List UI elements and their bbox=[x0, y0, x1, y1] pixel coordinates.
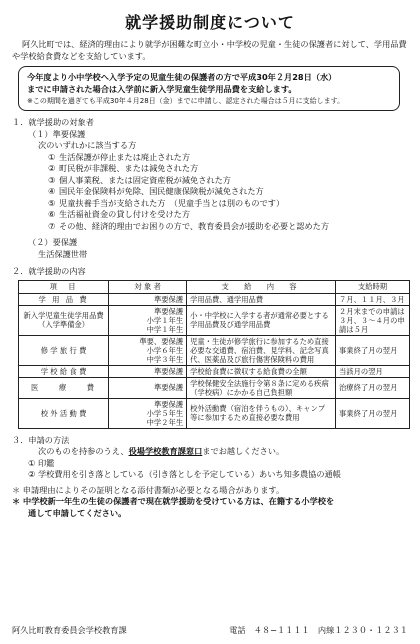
criteria-item bbox=[48, 186, 408, 198]
table-cell-content: 学用品費、通学用品費 bbox=[187, 293, 336, 305]
table-cell-content: 校外活動費（宿泊を伴うもの）、キャンプ等に参加するため直接必要な費用 bbox=[187, 398, 336, 428]
table-cell-time: ７月、１１月、３月 bbox=[336, 293, 410, 305]
subsection-2-title: （２）要保護 bbox=[28, 237, 78, 247]
table-cell-content: 学校保健安全法施行令第８条に定める疾病（学校病）にかかる自己負担額 bbox=[187, 377, 336, 398]
criteria-mark: ① bbox=[48, 151, 56, 162]
note-1: ＊ 申請理由によりその証明となる添付書類が必要となる場合があります。 bbox=[12, 484, 285, 495]
criteria-text: 個人事業税、または固定資産税が減免された方 bbox=[59, 174, 231, 185]
criteria-text: 生活保護が停止または廃止された方 bbox=[59, 151, 191, 162]
subsection-1-title: （１）準要保護 bbox=[28, 128, 86, 139]
header-time: 支給時期 bbox=[336, 280, 410, 293]
criteria-text: その他、経済的理由でお困りの方で、教育委員会が援助を必要と認めた方 bbox=[59, 220, 330, 231]
intro-text: 阿久比町では、経済的理由により就学が困難な町立小・中学校の児童・生徒の保護者に対して、学用品費や学校給食費などを支給しています。 bbox=[12, 39, 407, 61]
footer bbox=[12, 625, 408, 636]
table-row bbox=[19, 335, 410, 365]
header-item: 項 目 bbox=[19, 280, 109, 293]
table-row bbox=[19, 398, 410, 428]
criteria-text: 生活福祉資金の貸し付けを受けた方 bbox=[59, 209, 191, 219]
subsection-2-body: 生活保護世帯 bbox=[38, 248, 88, 259]
table-cell-content: 学校給食費に徴収する給食費の全額 bbox=[187, 365, 336, 377]
criteria-list bbox=[12, 152, 408, 233]
table-cell-item: 学 用 品 費 bbox=[19, 293, 109, 305]
section-1-title: １．就学援助の対象者 bbox=[12, 117, 94, 127]
criteria-item bbox=[48, 209, 408, 221]
table-cell-time: 事業終了月の翌月 bbox=[336, 335, 410, 365]
criteria-item bbox=[48, 152, 408, 164]
requirement-2: ② 学校費用を引き落としている（引き落としを予定している）あいち知多農協の通帳 bbox=[28, 469, 341, 479]
table-row bbox=[19, 365, 410, 377]
criteria-mark: ⑦ bbox=[48, 220, 56, 231]
criteria-item bbox=[48, 175, 408, 187]
table-cell-target: 準要保護 bbox=[109, 365, 187, 377]
table-cell-item: 医 療 費 bbox=[19, 377, 109, 398]
criteria-text: 児童扶養手当が支給された方 （児童手当とは別のものです） bbox=[59, 197, 285, 208]
notice-line-2: までに申請された場合は入学前に新入学児童生徒学用品費を支給します。 bbox=[27, 84, 297, 94]
criteria-mark: ⑤ bbox=[48, 197, 56, 208]
table-cell-time: 治療終了月の翌月 bbox=[336, 377, 410, 398]
criteria-item bbox=[48, 221, 408, 233]
criteria-item bbox=[48, 198, 408, 210]
criteria-text: 町民税が非課税、または減免された方 bbox=[59, 163, 199, 173]
criteria-mark: ⑥ bbox=[48, 209, 56, 219]
table-row bbox=[19, 377, 410, 398]
note-2-cont: 通して申請してください。 bbox=[28, 507, 127, 518]
table-cell-target: 準要保護 小学５年生 中学２年生 bbox=[109, 398, 187, 428]
table-cell-target: 準要保護 小学１年生 中学１年生 bbox=[109, 305, 187, 335]
notice-note: ※この期間を過ぎても平成30年４月28日（金）までに申請し、認定された場合は５月に支給します。 bbox=[27, 97, 345, 105]
table-cell-item: 修 学 旅 行 費 bbox=[19, 335, 109, 365]
section-3-lead: 次のものを持参のうえ、役場学校教育課窓口までお越しください。 bbox=[38, 446, 285, 456]
table-cell-target: 準要、要保護 小学６年生 中学３年生 bbox=[109, 335, 187, 365]
aid-table bbox=[18, 280, 410, 429]
table-row bbox=[19, 305, 410, 335]
criteria-mark: ④ bbox=[48, 186, 56, 196]
section-2-title: ２．就学援助の内容 bbox=[12, 266, 86, 276]
table-cell-time: 事業終了月の翌月 bbox=[336, 398, 410, 428]
criteria-item bbox=[48, 163, 408, 175]
criteria-mark: ② bbox=[48, 163, 56, 173]
section-3-title: ３．申請の方法 bbox=[12, 434, 70, 445]
header-target: 対 象 者 bbox=[109, 280, 187, 293]
criteria-mark: ③ bbox=[48, 174, 56, 185]
table-cell-item: 校 外 活 動 費 bbox=[19, 398, 109, 428]
header-content: 支 給 内 容 bbox=[187, 280, 336, 293]
subsection-1-lead: 次のいずれかに該当する方 bbox=[38, 140, 137, 150]
footer-phone: 電話 ４８−１１１１ 内線１２３０・１２３１ bbox=[229, 625, 408, 635]
table-cell-target: 準要保護 bbox=[109, 377, 187, 398]
table-cell-item: 新入学児童生徒学用品費（入学準備金） bbox=[19, 305, 109, 335]
footer-office: 阿久比町教育委員会学校教育課 bbox=[12, 625, 127, 635]
criteria-text: 国民年金保険料が免除、国民健康保険税が減免された方 bbox=[59, 186, 264, 196]
note-2: ＊ 中学校新一年生の生徒の保護者で現在就学援助を受けている方は、在籍する小学校を bbox=[12, 496, 335, 506]
table-cell-content: 児童・生徒が修学旅行に参加するため直接必要な交通費、宿泊費、見学料、記念写真代、医薬品及び旅行傷害保険料の費用 bbox=[187, 335, 336, 365]
table-cell-time: 当該月の翌月 bbox=[336, 365, 410, 377]
page-title: 就学援助制度について bbox=[125, 13, 295, 32]
requirement-1: ① 印鑑 bbox=[28, 457, 55, 468]
table-row bbox=[19, 293, 410, 305]
notice-line-1: 今年度より小中学校へ入学予定の児童生徒の保護者の方で平成30年２月28日（水） bbox=[27, 72, 337, 82]
table-cell-item: 学 校 給 食 費 bbox=[19, 365, 109, 377]
notice-box bbox=[18, 66, 400, 111]
table-cell-content: 小・中学校に入学する者が通常必要とする学用品費及び通学用品費 bbox=[187, 305, 336, 335]
table-cell-time: ２月末までの申請は３月、３〜４月の申請は５月 bbox=[336, 305, 410, 335]
table-cell-target: 準要保護 bbox=[109, 293, 187, 305]
